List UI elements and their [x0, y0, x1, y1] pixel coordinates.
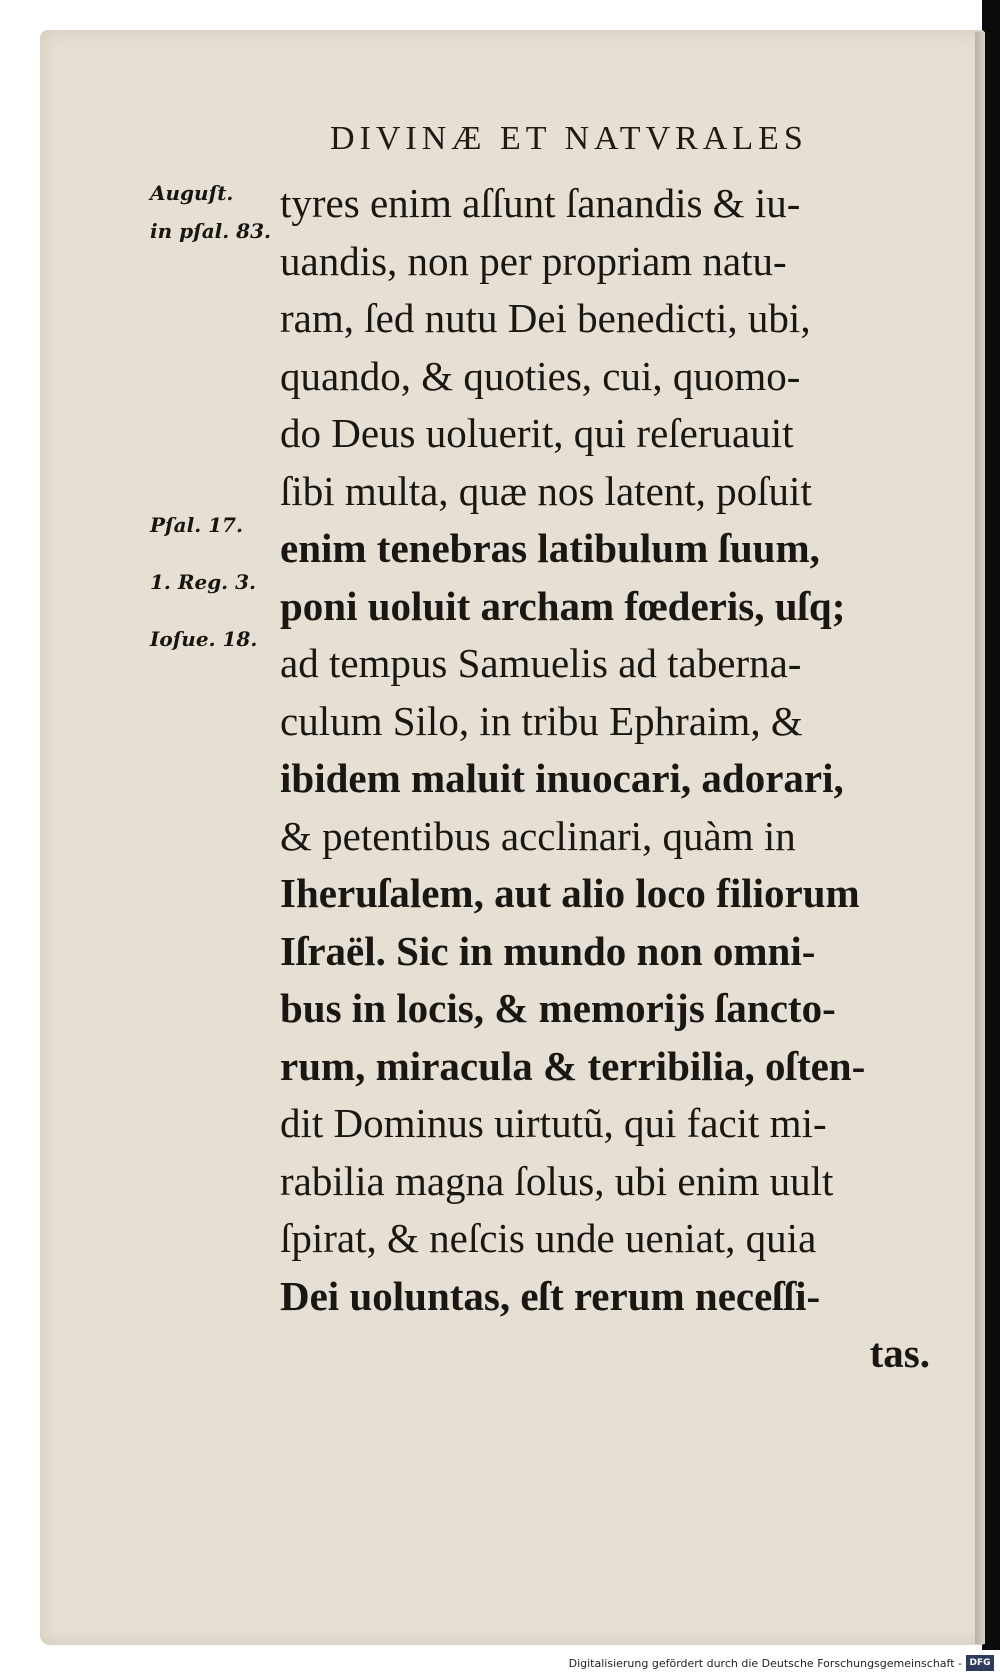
- text-line: Iheruſalem, aut alio loco filiorum: [280, 870, 860, 916]
- text-line: rum, miracula & terribilia, oſten-: [280, 1042, 866, 1089]
- text-line: ram, ſed nutu Dei benedicti, ubi,: [280, 295, 811, 341]
- text-line: ibidem maluit inuocari, adorari,: [280, 755, 844, 801]
- text-line: Iſraël. Sic in mundo non omni-: [280, 927, 816, 974]
- text-line: culum Silo, in tribu Ephraim, &: [280, 697, 803, 744]
- text-line: uandis, non per propriam natu-: [280, 237, 787, 284]
- margin-note-augustine: Auguſt.: [150, 181, 234, 205]
- text-line: quando, & quoties, cui, quomo-: [280, 352, 801, 399]
- text-line: Dei uoluntas, eſt rerum neceſſi-: [280, 1272, 821, 1319]
- text-line: tyres enim aſſunt ſanandis & iu-: [280, 180, 801, 226]
- text-line: do Deus uoluerit, qui reſeruauit: [280, 410, 794, 456]
- text-line: dit Dominus uirtutũ, qui facit mi-: [280, 1100, 827, 1146]
- margin-note-psalm-17: Pſal. 17.: [150, 513, 243, 537]
- text-line: ſibi multa, quæ nos latent, poſuit: [280, 467, 812, 514]
- page-edge: [975, 32, 985, 1644]
- body-text: [280, 175, 930, 1383]
- dfg-logo: DFG: [966, 1655, 994, 1671]
- text-line: ſpirat, & neſcis unde ueniat, quia: [280, 1215, 817, 1261]
- text-line: poni uoluit archam fœderis, uſq;: [280, 582, 846, 629]
- catchword: tas.: [869, 1330, 930, 1376]
- margin-note-psalm-83: in pſal. 83.: [150, 219, 271, 243]
- margin-note-josue-18: Ioſue. 18.: [150, 627, 258, 651]
- margin-note-1-reg-3: 1. Reg. 3.: [150, 570, 256, 594]
- text-line: rabilia magna ſolus, ubi enim uult: [280, 1157, 834, 1204]
- running-header: DIVINÆ ET NATVRALES: [330, 120, 808, 157]
- text-line: bus in locis, & memorijs ſancto-: [280, 985, 836, 1031]
- digitization-credit: Digitalisierung gefördert durch die Deutsche Forschungsgemeinschaft -: [568, 1657, 962, 1670]
- text-line: & petentibus acclinari, quàm in: [280, 812, 796, 859]
- text-line: ad tempus Samuelis ad taberna-: [280, 640, 802, 686]
- text-line: enim tenebras latibulum ſuum,: [280, 525, 820, 571]
